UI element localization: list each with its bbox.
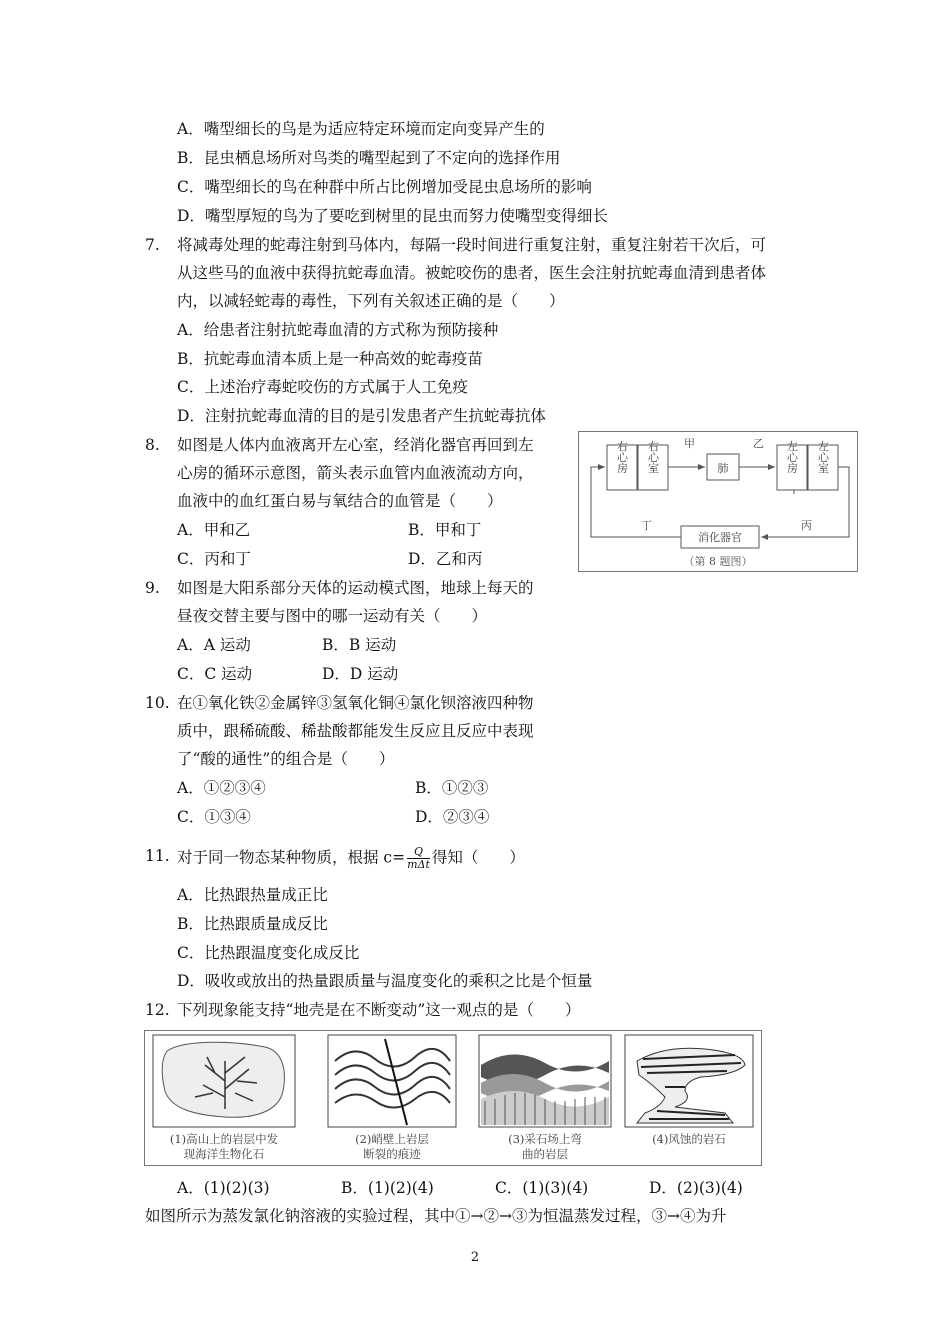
q12-option-b: B．(1)(2)(4) bbox=[341, 1179, 434, 1197]
panel-1-caption-line-2: 现海洋生物化石 bbox=[183, 1147, 265, 1161]
q11-option-c: C．比热跟温度变化成反比 bbox=[177, 944, 360, 962]
q12-option-a: A．(1)(2)(3) bbox=[177, 1179, 270, 1197]
q12-option-c: C．(1)(3)(4) bbox=[495, 1179, 589, 1197]
specific-heat-formula bbox=[407, 846, 430, 871]
figure-caption: （第 8 题图） bbox=[683, 555, 753, 568]
q7-number: 7. bbox=[145, 236, 160, 254]
circulation-diagram bbox=[578, 431, 858, 572]
eroded-rock-panel bbox=[625, 1035, 753, 1127]
panel-3-caption-line-2: 曲的岩层 bbox=[522, 1147, 568, 1161]
q9-stem-line: 昼夜交替主要与图中的哪一运动有关（ ） bbox=[177, 607, 488, 625]
label-jia: 甲 bbox=[684, 437, 695, 450]
q7-option-b: B．抗蛇毒血清本质上是一种高效的蛇毒疫苗 bbox=[177, 350, 483, 368]
formula-denominator: mΔt bbox=[407, 858, 430, 871]
q11-stem-suffix: 得知（ ） bbox=[431, 848, 525, 867]
digestive-organ-label: 消化器官 bbox=[698, 531, 742, 544]
q11-option-b: B．比热跟质量成反比 bbox=[177, 915, 328, 933]
panel-1-caption-line-1: (1)高山上的岩层中发 bbox=[169, 1132, 279, 1146]
q10-option-d: D．②③④ bbox=[415, 808, 490, 826]
q9-option-c: C．C 运动 bbox=[177, 665, 253, 683]
q7-stem-line: 从这些马的血液中获得抗蛇毒血清。被蛇咬伤的患者，医生会注射抗蛇毒血清到患者体 bbox=[177, 264, 767, 282]
q9-number: 9. bbox=[145, 579, 160, 597]
q12-number: 12. bbox=[145, 1001, 170, 1019]
right-atrium-label: 右心房 bbox=[615, 440, 629, 474]
q7-option-a: A．给患者注射抗蛇毒血清的方式称为预防接种 bbox=[177, 321, 499, 339]
q12-option-d: D．(2)(3)(4) bbox=[649, 1179, 743, 1197]
q6-option-a: A．嘴型细长的鸟是为适应特定环境而定向变异产生的 bbox=[177, 120, 545, 138]
q10-stem-line: 在①氧化铁②金属锌③氢氧化铜④氯化钡溶液四种物 bbox=[177, 694, 534, 712]
q7-stem-line: 内，以减轻蛇毒的毒性，下列有关叙述正确的是（ ） bbox=[177, 292, 565, 310]
formula-numerator: Q bbox=[407, 846, 430, 859]
panel-2-caption-line-1: (2)峭壁上岩层 bbox=[355, 1132, 429, 1146]
q10-option-b: B．①②③ bbox=[415, 779, 489, 797]
q10-option-c: C．①③④ bbox=[177, 808, 251, 826]
q7-stem-line: 将减毒处理的蛇毒注射到马体内，每隔一段时间进行重复注射，重复注射若干次后，可 bbox=[177, 236, 767, 254]
q9-option-a: A．A 运动 bbox=[177, 636, 251, 654]
left-atrium-label: 左心房 bbox=[785, 440, 799, 474]
q11-stem-line bbox=[177, 846, 525, 871]
folded-layers-panel bbox=[479, 1035, 611, 1127]
label-bing: 丙 bbox=[801, 519, 812, 532]
q10-stem-line: 了“酸的通性”的组合是（ ） bbox=[177, 750, 395, 768]
q9-stem-line: 如图是大阳系部分天体的运动模式图，地球上每天的 bbox=[177, 579, 534, 597]
crust-phenomena-figure bbox=[144, 1030, 762, 1166]
q8-option-b: B．甲和丁 bbox=[408, 521, 482, 539]
panel-2-caption-line-2: 断裂的痕迹 bbox=[363, 1147, 421, 1161]
fault-panel bbox=[328, 1035, 456, 1127]
panel-4-caption-line-1: (4)风蚀的岩石 bbox=[652, 1132, 726, 1146]
q12-stem-line: 下列现象能支持“地壳是在不断变动”这一观点的是（ ） bbox=[177, 1001, 581, 1019]
q8-stem-line: 如图是人体内血液离开左心室，经消化器官再回到左 bbox=[177, 436, 534, 454]
panel-3-caption-line-1: (3)采石场上弯 bbox=[508, 1132, 582, 1146]
fossil-panel bbox=[153, 1035, 295, 1127]
q11-number: 11. bbox=[145, 847, 170, 865]
label-yi: 乙 bbox=[753, 437, 764, 450]
q7-option-d: D．注射抗蛇毒血清的目的是引发患者产生抗蛇毒抗体 bbox=[177, 407, 546, 425]
q9-option-d: D．D 运动 bbox=[322, 665, 399, 683]
lung-label: 肺 bbox=[717, 462, 729, 475]
q8-option-a: A．甲和乙 bbox=[177, 521, 251, 539]
left-ventricle-label: 左心室 bbox=[816, 440, 830, 474]
right-ventricle-label: 右心室 bbox=[646, 440, 660, 474]
q8-stem-line: 心房的循环示意图，箭头表示血管内血液流动方向， bbox=[177, 464, 534, 482]
page-number: 2 bbox=[470, 1250, 480, 1265]
q8-number: 8. bbox=[145, 436, 160, 454]
q11-option-d: D．吸收或放出的热量跟质量与温度变化的乘积之比是个恒量 bbox=[177, 972, 593, 990]
q10-number: 10. bbox=[145, 694, 170, 712]
q8-option-d: D．乙和丙 bbox=[408, 550, 483, 568]
q9-option-b: B．B 运动 bbox=[322, 636, 397, 654]
q10-stem-line: 质中，跟稀硫酸、稀盐酸都能发生反应且反应中表现 bbox=[177, 722, 534, 740]
q10-option-a: A．①②③④ bbox=[177, 779, 266, 797]
q11-option-a: A．比热跟热量成正比 bbox=[177, 886, 328, 904]
label-ding: 丁 bbox=[641, 519, 652, 532]
q6-option-c: C．嘴型细长的鸟在种群中所占比例增加受昆虫息场所的影响 bbox=[177, 178, 592, 196]
q8-stem-line: 血液中的血红蛋白易与氧结合的血管是（ ） bbox=[177, 492, 503, 510]
q6-option-b: B．昆虫栖息场所对鸟类的嘴型起到了不定向的选择作用 bbox=[177, 149, 561, 167]
q13-stem-line: 如图所示为蒸发氯化钠溶液的实验过程，其中①→②→③为恒温蒸发过程，③→④为升 bbox=[145, 1207, 727, 1225]
q8-option-c: C．丙和丁 bbox=[177, 550, 251, 568]
q7-option-c: C．上述治疗毒蛇咬伤的方式属于人工免疫 bbox=[177, 378, 468, 396]
q6-option-d: D．嘴型厚短的鸟为了要吃到树里的昆虫而努力使嘴型变得细长 bbox=[177, 207, 608, 225]
q11-stem-prefix: 对于同一物态某种物质，根据 c= bbox=[177, 848, 406, 867]
